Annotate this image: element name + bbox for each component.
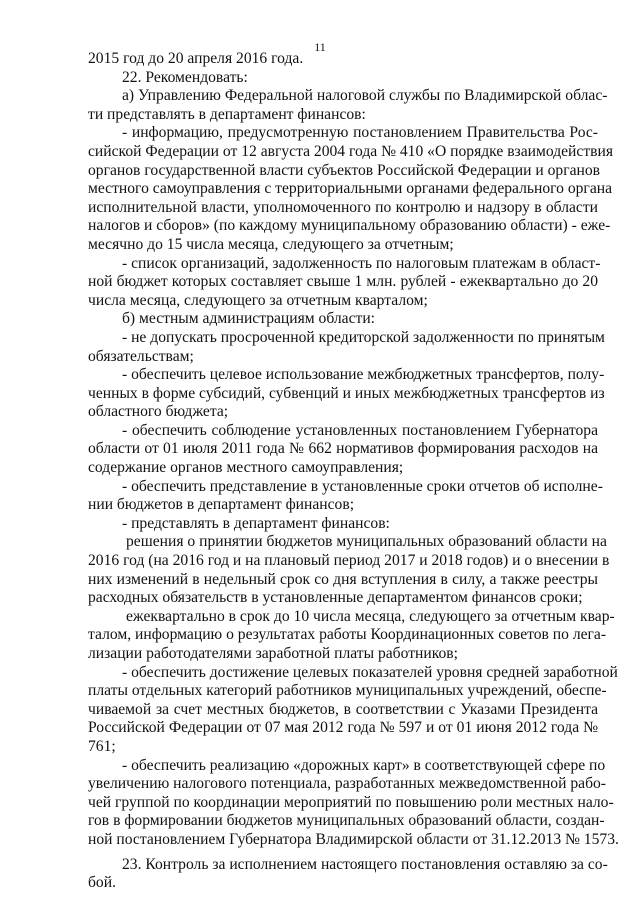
- text-line: - обеспечить достижение целевых показателей уровня средней заработной: [122, 663, 618, 681]
- text-line: талом, информацию о результатах работы Координационных советов по лега-: [88, 626, 607, 644]
- text-line: - обеспечить реализацию «дорожных карт» в соответствующей сфере по: [122, 756, 606, 774]
- text-line: - информацию, предусмотренную постановлением Правительства Рос-: [122, 124, 598, 142]
- text-line: решения о принятии бюджетов муниципальных образований области на: [126, 533, 607, 551]
- text-line: сийской Федерации от 12 августа 2004 года № 410 «О порядке взаимодействия: [88, 142, 614, 160]
- text-line: органов государственной власти субъектов Российской Федерации и органов: [88, 161, 601, 179]
- text-line: Российской Федерации от 07 мая 2012 года № 597 и от 01 июня 2012 года №: [88, 719, 598, 737]
- text-line: - представлять в департамент финансов:: [122, 514, 390, 532]
- text-line: чиваемой за счет местных бюджетов, в соответствии с Указами Президента: [88, 700, 598, 718]
- text-line: 2016 год (на 2016 год и на плановый период 2017 и 2018 годов) и о внесении в: [88, 552, 610, 570]
- text-line: увеличению налогового потенциала, разработанных межведомственной рабо-: [88, 775, 606, 793]
- text-line: ти представлять в департамент финансов:: [88, 105, 366, 123]
- page-number: 11: [314, 40, 326, 54]
- text-line: ченных в форме субсидий, субвенций и иных межбюджетных трансфертов из: [88, 384, 605, 402]
- text-line: лизации работодателями заработной платы работников;: [88, 645, 458, 662]
- text-line: чей группой по координации мероприятий по повышению роли местных нало-: [88, 793, 614, 811]
- text-line: платы отдельных категорий работников муниципальных учреждений, обеспе-: [88, 682, 607, 700]
- text-line: бой.: [88, 874, 116, 892]
- text-line: 2015 год до 20 апреля 2016 года.: [88, 50, 304, 67]
- text-line: - не допускать просроченной кредиторской задолженности по принятым: [122, 328, 605, 346]
- text-line: б) местным администрациям области:: [122, 310, 376, 328]
- text-line: них изменений в недельный срок со дня вступления в силу, а также реестры: [88, 570, 598, 588]
- text-line: местного самоуправления с территориальными органами федерального органа: [88, 180, 613, 198]
- text-line: расходных обязательств в установленные департаментом финансов сроки;: [88, 589, 583, 607]
- text-line: областного бюджета;: [88, 403, 229, 421]
- text-line: - обеспечить представление в установленные сроки отчетов об исполне-: [122, 477, 603, 495]
- text-line: обязательствам;: [88, 347, 194, 365]
- text-line: ной постановлением Губернатора Владимирской области от 31.12.2013 № 1573.: [88, 830, 619, 848]
- text-line: содержание органов местного самоуправления;: [88, 459, 404, 477]
- text-line: нии бюджетов в департамент финансов;: [88, 496, 355, 514]
- text-line: 761;: [88, 737, 116, 755]
- section-heading-22: 22. Рекомендовать:: [122, 68, 248, 86]
- text-line: - обеспечить соблюдение установленных постановлением Губернатора: [122, 421, 598, 439]
- document-body: [88, 50, 619, 893]
- text-line: ежеквартально в срок до 10 числа месяца, следующего за отчетным квар-: [126, 607, 615, 625]
- text-line: числа месяца, следующего за отчетным кварталом;: [88, 291, 428, 309]
- text-line: гов в формировании бюджетов муниципальных образований области, создан-: [88, 812, 605, 830]
- text-line: исполнительной власти, уполномоченного по контролю и надзору в области: [88, 198, 598, 216]
- text-line: - обеспечить целевое использование межбюджетных трансфертов, полу-: [122, 366, 605, 384]
- text-line: а) Управлению Федеральной налоговой службы по Владимирской облас-: [122, 87, 608, 105]
- text-line: области от 01 июля 2011 года № 662 нормативов формирования расходов на: [88, 440, 598, 458]
- text-line: месячно до 15 числа месяца, следующего за отчетным;: [88, 235, 454, 253]
- text-line: ной бюджет которых составляет свыше 1 млн. рублей - ежеквартально до 20: [88, 273, 598, 291]
- text-line: налогов и сборов» (по каждому муниципальному образованию области) - еже-: [88, 217, 611, 235]
- section-heading-23: 23. Контроль за исполнением настоящего постановления оставляю за со-: [122, 855, 608, 873]
- text-line: - список организаций, задолженность по налоговым платежам в област-: [122, 254, 601, 272]
